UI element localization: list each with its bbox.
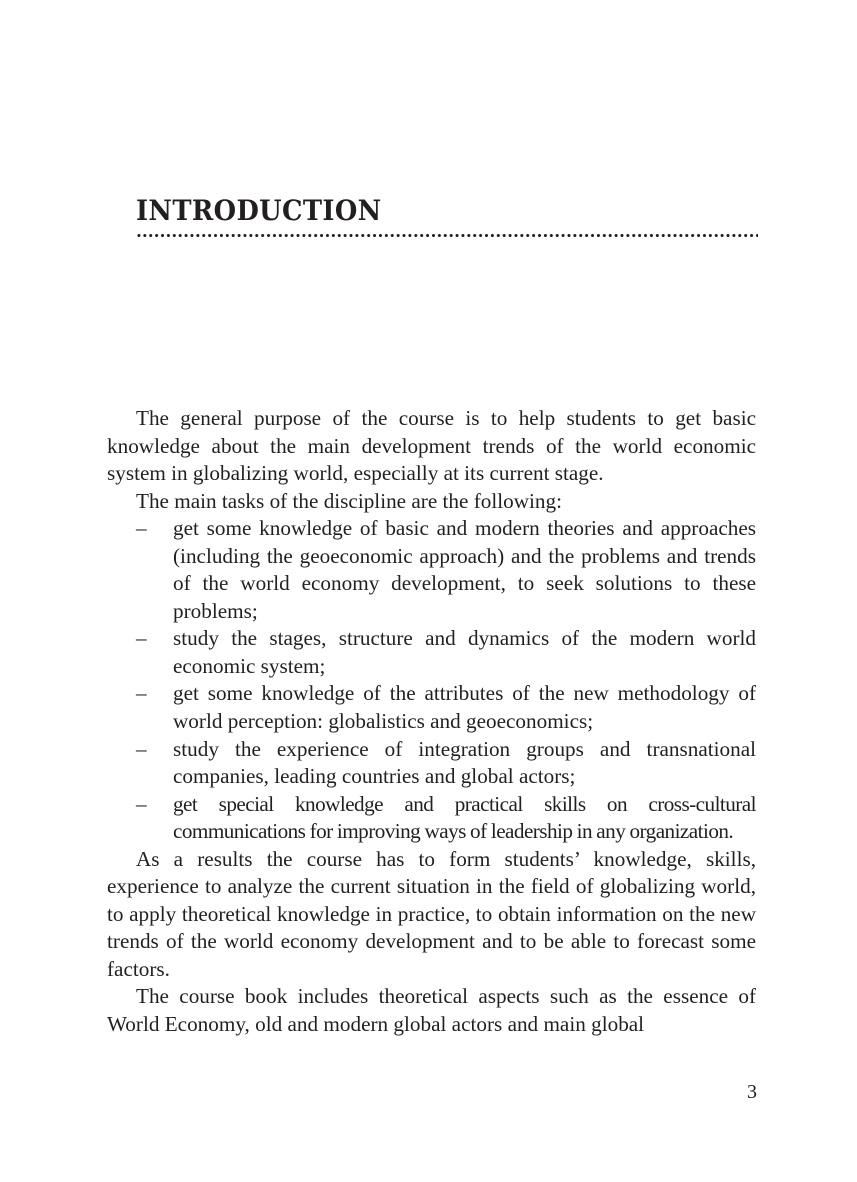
list-item [107,625,756,680]
list-item [107,680,756,735]
paragraph-book: The course book includes theoretical aspects such as the essence of World Economy, old and modern global actors and main global [107,984,756,1037]
list-dash: – [136,681,147,706]
list-dash: – [136,516,147,541]
list-dash: – [136,626,147,651]
list-item [107,736,756,791]
list-item-text: get some knowledge of basic and modern theories and approaches (including the geoeconomic approach) and the problems and trends of the world economy development, to seek solutions to these problems; [173,516,756,623]
list-item [107,791,756,846]
list-dash: – [136,736,147,761]
body-text [107,405,756,1039]
page-number: 3 [747,1081,757,1103]
list-item-text: study the stages, structure and dynamics of the modern world economic system; [173,626,756,678]
list-item-text: study the experience of integration groups and transnational companies, leading countries and global actors; [173,736,756,789]
task-list [107,515,756,846]
list-item [107,515,756,625]
paragraph-tasks-intro: The main tasks of the discipline are the following: [136,488,562,513]
list-dash: – [136,791,147,816]
list-item-text: get special knowledge and practical skills on cross-cultural communications for improving ways of leadership in any organization. [173,791,756,844]
page-title: INTRODUCTION [136,194,382,227]
paragraph-purpose: The general purpose of the course is to help students to get basic knowledge about the main development trends of the world economic system in globalizing world, especially at its current stage. [107,406,756,486]
list-item-text: get some knowledge of the attributes of the new methodology of world perception: globalistics and geoeconomics; [173,681,756,734]
paragraph-results: As a results the course has to form students’ knowledge, skills, experience to analyze the current situation in the field of globalizing world, to apply theoretical knowledge in practice, to obtain information on the new trends of the world economy development and to be able to forecast some factors. [107,846,756,981]
dotted-rule [136,233,758,238]
